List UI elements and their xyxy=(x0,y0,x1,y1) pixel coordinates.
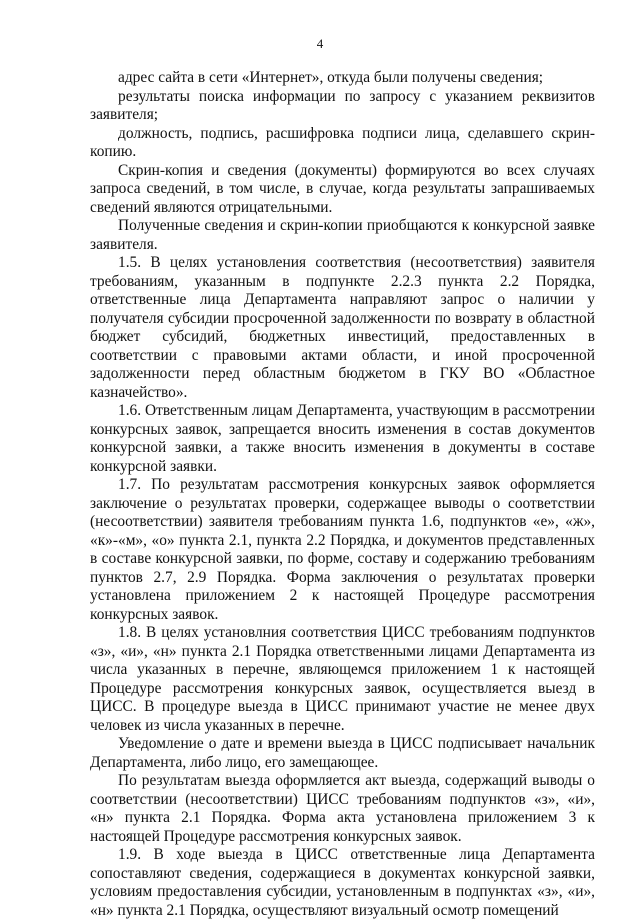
page-number: 4 xyxy=(316,36,324,51)
document-body xyxy=(90,69,595,920)
paragraph: По результатам выезда оформляется акт выезда, содержащий выводы о соответствии (несоответствии) ЦИСС требованиям подпунктов «з», «и», «н» пункта 2.1 Порядка. Форма акта установлена приложением 3 к настоящей Процедуре рассмотрения конкурсных заявок. xyxy=(90,772,595,845)
paragraph: должность, подпись, расшифровка подписи лица, сделавшего скрин-копию. xyxy=(90,124,595,160)
paragraph: Уведомление о дате и времени выезда в ЦИСС подписывает начальник Департамента, либо лицо, его замещающее. xyxy=(90,735,595,771)
paragraph: Полученные сведения и скрин-копии приобщаются к конкурсной заявке заявителя. xyxy=(90,217,595,253)
paragraph-1-8: 1.8. В целях установлния соответствия ЦИСС требованиям подпунктов «з», «и», «н» пункта 2.1 Порядка ответственными лицами Департамента из числа указанных в перечне, являющемся приложением 1 к настоящей Процедуре рассмотрения конкурсных заявок, осуществляется выезд в ЦИСС. В процедуре выезда в ЦИСС принимают участие не менее двух человек из числа указанных в перечне. xyxy=(90,624,595,734)
paragraph-1-7: 1.7. По результатам рассмотрения конкурсных заявок оформляется заключение о результатах проверки, содержащее выводы о соответствии (несоответствии) заявителя требованиям пункта 1.6, подпунктов «е», «ж», «к»-«м», «о» пункта 2.1, пункта 2.2 Порядка, и документов представленных в составе конкурсной заявки, по форме, составу и содержанию требованиям пунктов 2.7, 2.9 Порядка. Форма заключения о результатах проверки установлена приложением 2 к настоящей Процедуре рассмотрения конкурсных заявок. xyxy=(90,476,595,623)
paragraph-1-5: 1.5. В целях установления соответствия (несоответствия) заявителя требованиям, указанным в подпункте 2.2.3 пункта 2.2 Порядка, ответственные лица Департамента направляют запрос о наличии у получателя субсидии просроченной задолженности по возврату в областной бюджет субсидий, бюджетных инвестиций, предоставленных в соответствии с правовыми актами области, и иной просроченной задолженности перед областным бюджетом в ГКУ ВО «Областное казначейство». xyxy=(90,254,595,401)
paragraph: результаты поиска информации по запросу с указанием реквизитов заявителя; xyxy=(90,87,595,123)
paragraph-1-9: 1.9. В ходе выезда в ЦИСС ответственные лица Департамента сопоставляют сведения, содержащиеся в документах конкурсной заявки, условиям предоставления субсидии, установленным в подпунктах «з», «и», «н» пункта 2.1 Порядка, осуществляют визуальный осмотр помещений xyxy=(90,846,595,919)
paragraph-1-6: 1.6. Ответственным лицам Департамента, участвующим в рассмотрении конкурсных заявок, запрещается вносить изменения в состав документов конкурсной заявки, а также вносить изменения в документы в составе конкурсной заявки. xyxy=(90,402,595,475)
paragraph: адрес сайта в сети «Интернет», откуда были получены сведения; xyxy=(118,69,544,86)
paragraph: Скрин-копия и сведения (документы) формируются во всех случаях запроса сведений, в том числе, в случае, когда результаты запрашиваемых сведений являются отрицательными. xyxy=(90,161,595,216)
